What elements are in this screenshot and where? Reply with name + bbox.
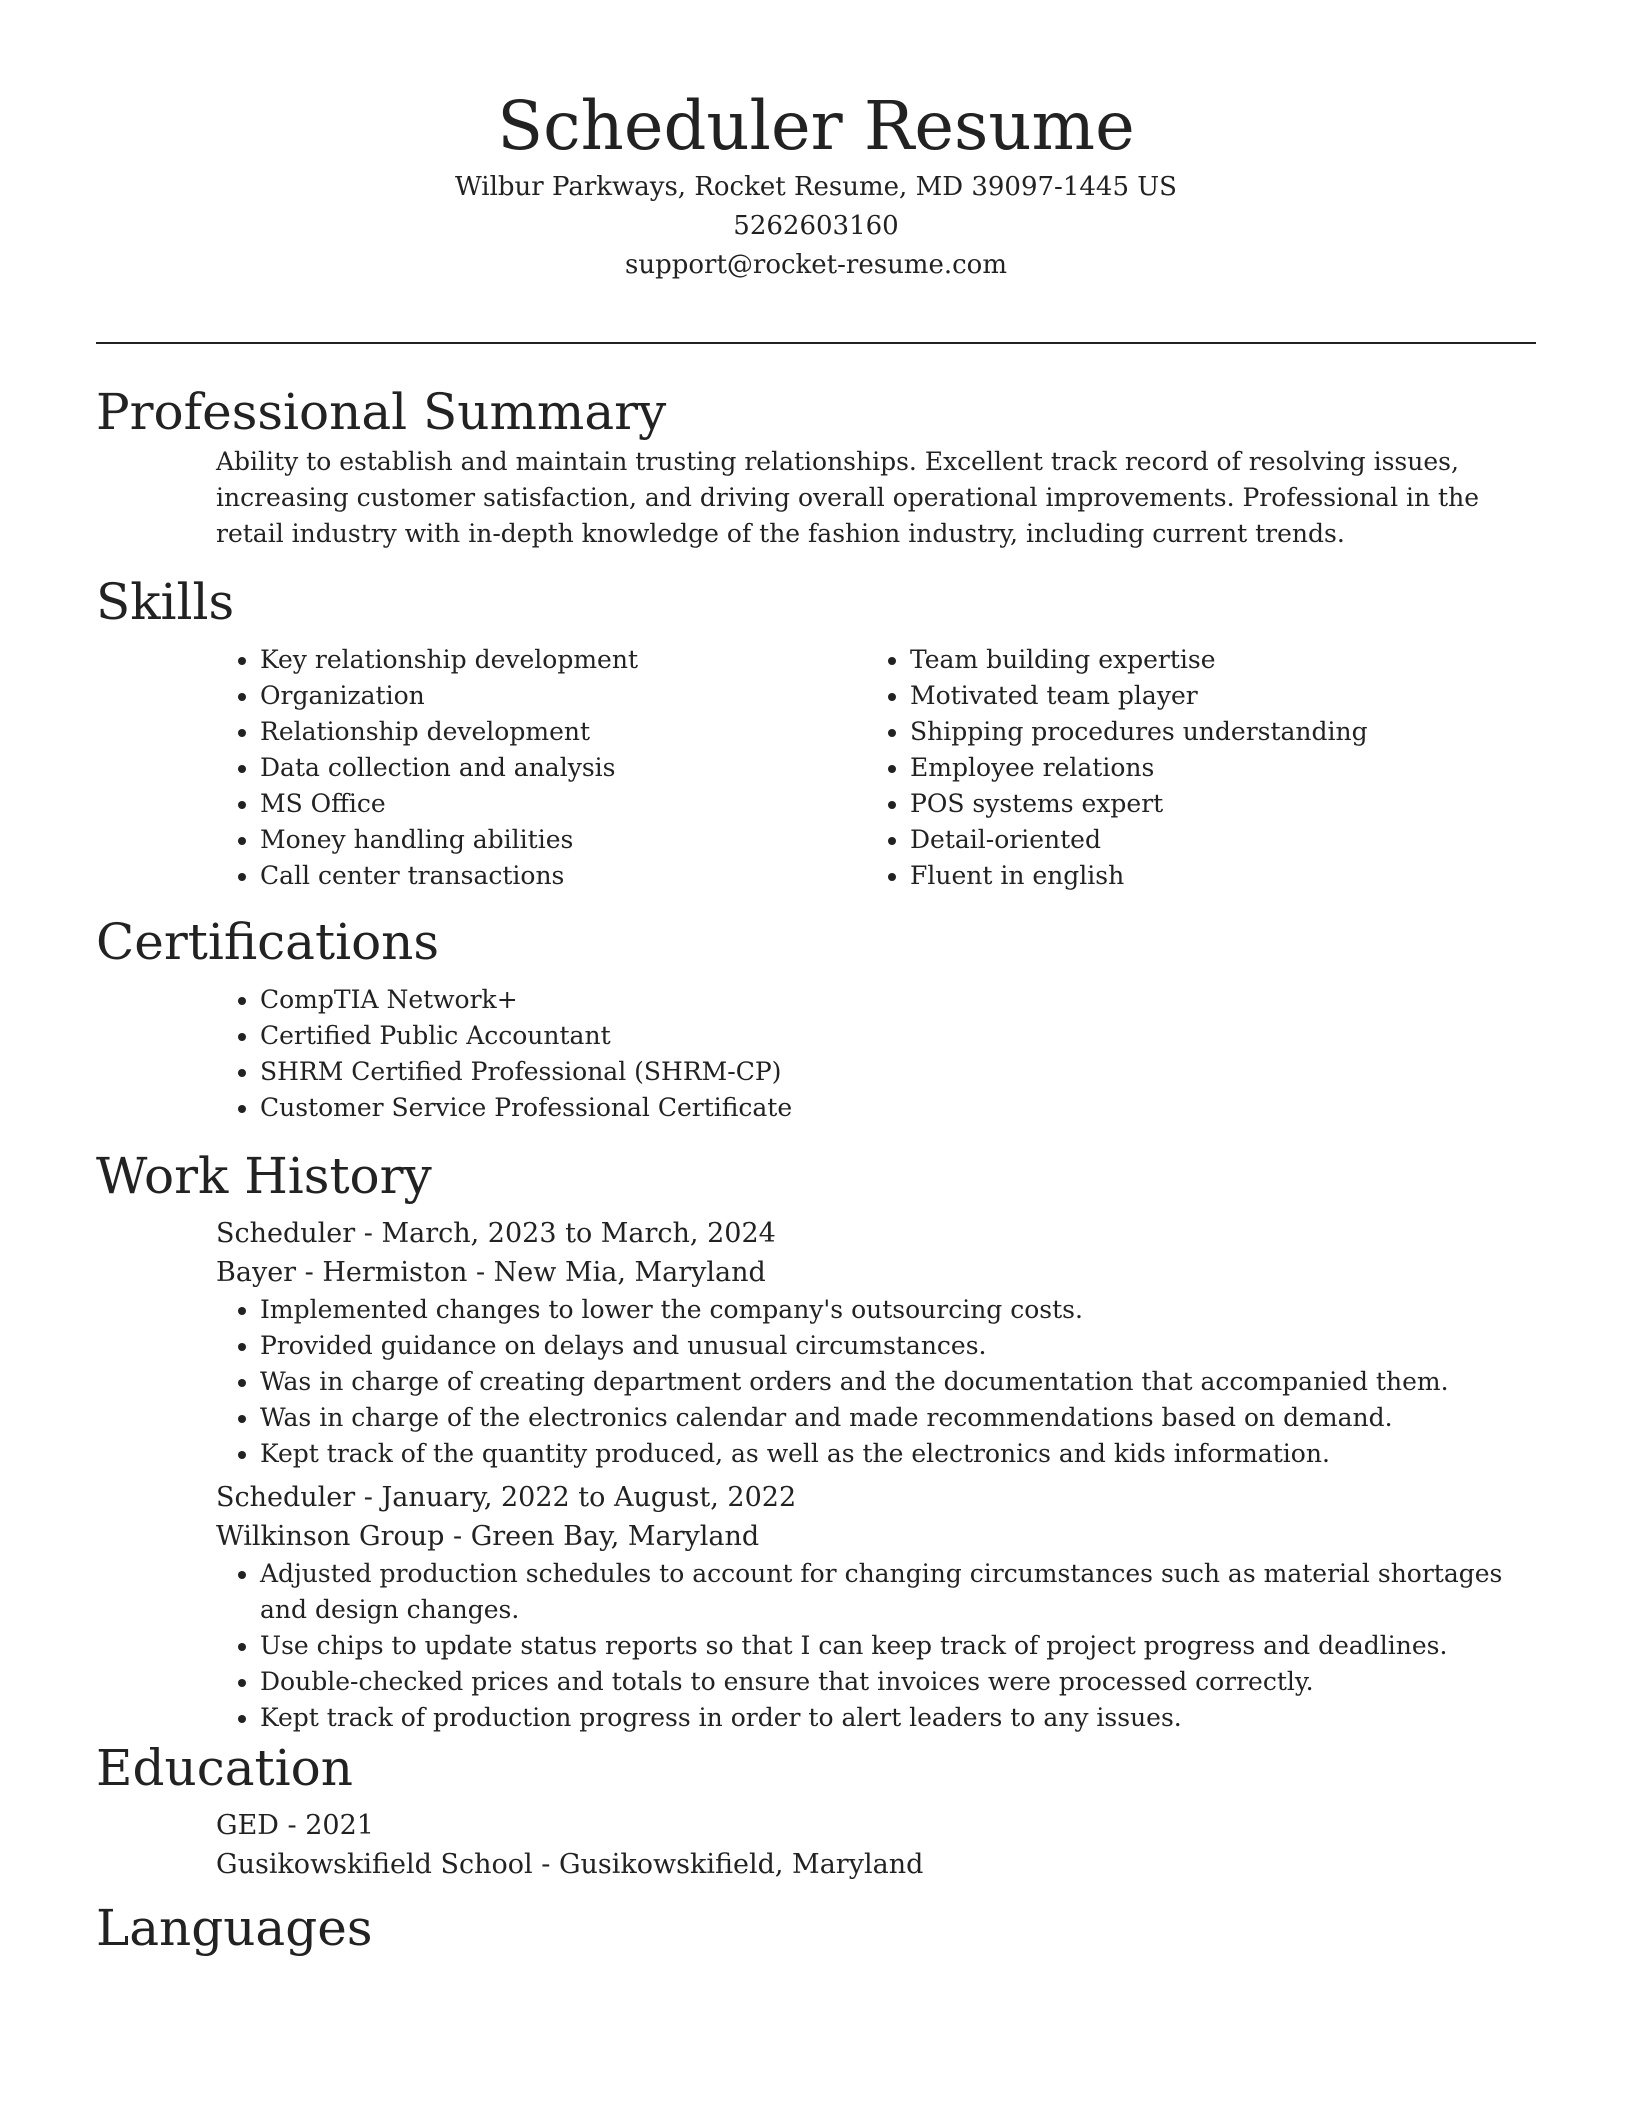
skill-item: • MS Office — [260, 786, 866, 822]
certification-item: • SHRM Certified Professional (SHRM-CP) — [260, 1054, 1526, 1090]
skills-column-right — [866, 642, 1516, 894]
certifications-list — [216, 982, 1526, 1126]
skill-item: • Motivated team player — [910, 678, 1516, 714]
job-employer-location: Wilkinson Group - Green Bay, Maryland — [216, 1521, 760, 1552]
job-duty-item: • Implemented changes to lower the company's outsourcing costs. — [260, 1292, 1526, 1328]
skill-item: • Data collection and analysis — [260, 750, 866, 786]
job-duty-item: • Was in charge of the electronics calendar and made recommendations based on demand. — [260, 1400, 1526, 1436]
job-entry — [216, 1478, 1526, 1736]
skills-list-right — [866, 642, 1516, 894]
job-title-dates: Scheduler - January, 2022 to August, 2022 — [216, 1482, 797, 1513]
work-history-heading: Work History — [96, 1147, 432, 1205]
job-duties-list — [216, 1292, 1526, 1472]
education-school-location: Gusikowskifield School - Gusikowskifield, Maryland — [216, 1849, 924, 1880]
skills-column-left — [216, 642, 866, 894]
header-divider — [96, 342, 1536, 344]
certifications-block — [216, 982, 1526, 1126]
skill-item: • Organization — [260, 678, 866, 714]
summary-heading: Professional Summary — [96, 383, 667, 441]
job-duty-item: • Provided guidance on delays and unusual circumstances. — [260, 1328, 1526, 1364]
certification-item: • CompTIA Network+ — [260, 982, 1526, 1018]
summary-text: Ability to establish and maintain trusting relationships. Excellent track record of resolving issues, increasing customer satisfaction, and driving overall operational improvements. Professional in the retail industry with in-depth knowledge of the fashion industry, including current trends. — [216, 447, 1480, 548]
education-entry — [216, 1806, 1526, 1884]
languages-heading: Languages — [96, 1899, 373, 1957]
job-duty-item: • Use chips to update status reports so that I can keep track of project progress and deadlines. — [260, 1628, 1526, 1664]
skills-heading: Skills — [96, 573, 235, 631]
skill-item: • Detail-oriented — [910, 822, 1516, 858]
job-duty-item: • Adjusted production schedules to account for changing circumstances such as material shortages and design changes. — [260, 1556, 1526, 1628]
certification-item: • Certified Public Accountant — [260, 1018, 1526, 1054]
education-degree-year: GED - 2021 — [216, 1810, 374, 1841]
skill-item: • Employee relations — [910, 750, 1516, 786]
job-duties-list — [216, 1556, 1526, 1736]
contact-phone: 5262603160 — [733, 211, 899, 241]
skill-item: • Team building expertise — [910, 642, 1516, 678]
job-duty-item: • Kept track of production progress in order to alert leaders to any issues. — [260, 1700, 1526, 1736]
skill-item: • Call center transactions — [260, 858, 866, 894]
contact-address: Wilbur Parkways, Rocket Resume, MD 39097-1445 US — [455, 172, 1177, 202]
skill-item: • Money handling abilities — [260, 822, 866, 858]
skill-item: • POS systems expert — [910, 786, 1516, 822]
job-duty-item: • Was in charge of creating department orders and the documentation that accompanied them. — [260, 1364, 1526, 1400]
resume-title: Scheduler Resume — [497, 87, 1135, 165]
job-title-dates: Scheduler - March, 2023 to March, 2024 — [216, 1218, 776, 1249]
certifications-heading: Certifications — [96, 913, 440, 971]
skill-item: • Relationship development — [260, 714, 866, 750]
skill-item: • Shipping procedures understanding — [910, 714, 1516, 750]
skills-list-left — [216, 642, 866, 894]
job-duty-item: • Double-checked prices and totals to ensure that invoices were processed correctly. — [260, 1664, 1526, 1700]
resume-header — [0, 84, 1632, 285]
certification-item: • Customer Service Professional Certificate — [260, 1090, 1526, 1126]
job-duty-item: • Kept track of the quantity produced, as well as the electronics and kids information. — [260, 1436, 1526, 1472]
resume-content — [96, 380, 1536, 1960]
skill-item: • Fluent in english — [910, 858, 1516, 894]
skill-item: • Key relationship development — [260, 642, 866, 678]
job-employer-location: Bayer - Hermiston - New Mia, Maryland — [216, 1257, 766, 1288]
contact-email: support@rocket-resume.com — [624, 250, 1007, 280]
education-heading: Education — [96, 1739, 353, 1797]
job-entry — [216, 1214, 1526, 1472]
skills-grid — [216, 642, 1526, 894]
